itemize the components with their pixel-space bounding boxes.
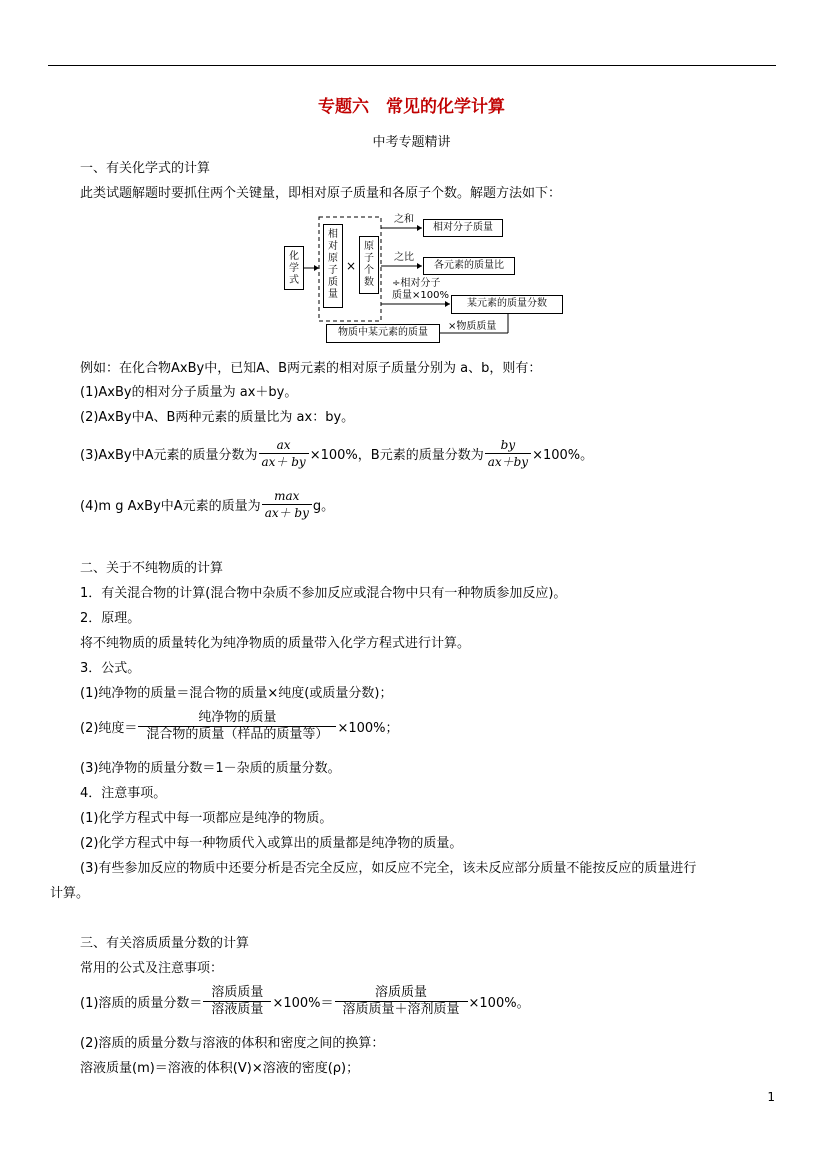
example-text: 例如：在化合物AxBy中，已知A、B两元素的相对原子质量分别为 a、b，则有： <box>80 361 542 376</box>
item-3-text-c: ×100%。 <box>532 448 594 463</box>
item-4-text-a: (4)m g AxBy中A元素的质量为 <box>80 499 261 514</box>
section2-p11a: (3)有些参加反应的物质中还要分析是否完全反应，如反应不完全，该未反应部分质量不能按反应的质量进行 <box>80 861 697 876</box>
section2-p11b: 计算。 <box>50 886 90 901</box>
fraction-denominator: ax＋by <box>485 453 531 469</box>
item-3 <box>80 438 593 469</box>
page-subtitle: 中考专题精讲 <box>372 135 451 150</box>
header-rule <box>48 65 776 66</box>
section2-p1: 1．有关混合物的计算(混合物中杂质不参加反应或混合物中只有一种物质参加反应)。 <box>80 586 567 601</box>
solute-text-a: (1)溶质的质量分数＝ <box>80 996 203 1011</box>
fraction-a-mass <box>259 438 309 469</box>
box-atom-count <box>359 236 379 294</box>
section2-heading: 二、关于不纯物质的计算 <box>80 561 224 576</box>
fraction-denominator: ax＋ by <box>262 504 312 520</box>
fraction-purity <box>138 711 336 742</box>
fraction-numerator: max <box>274 489 300 503</box>
label-sum: 之和 <box>394 214 414 225</box>
solute-text-c: ×100%。 <box>468 996 530 1011</box>
solute-text-b: ×100%＝ <box>272 996 334 1011</box>
section1-heading: 一、有关化学式的计算 <box>80 161 211 176</box>
page-number: 1 <box>767 1090 775 1104</box>
section2-p9: (1)化学方程式中每一项都应是纯净的物质。 <box>80 811 333 826</box>
box-element-mass: 物质中某元素的质量 <box>326 324 440 343</box>
section2-p8: 4．注意事项。 <box>80 786 167 801</box>
fraction-denominator: ax＋ by <box>259 453 309 469</box>
section2-p3: 将不纯物质的质量转化为纯净物质的质量带入化学方程式进行计算。 <box>80 636 471 651</box>
section3-heading: 三、有关溶质质量分数的计算 <box>80 936 250 951</box>
fraction-numerator: 纯净物的质量 <box>198 710 277 725</box>
item-2: (2)AxBy中A、B两种元素的质量比为 ax：by。 <box>80 410 355 425</box>
section3-p3: (2)溶质的质量分数与溶液的体积和密度之间的换算： <box>80 1036 385 1051</box>
item-4 <box>80 489 334 520</box>
section2-p2: 2．原理。 <box>80 611 141 626</box>
section2-p4: 3．公式。 <box>80 661 141 676</box>
fraction-numerator: 溶质质量 <box>211 985 264 1000</box>
section2-p5: (1)纯净物的质量＝混合物的质量×纯度(或质量分数)； <box>80 686 393 701</box>
solute-fraction-formula <box>80 986 530 1017</box>
fraction-denominator: 溶质质量＋溶剂质量 <box>335 1001 468 1017</box>
section2-p10: (2)化学方程式中每一种物质代入或算出的质量都是纯净物的质量。 <box>80 836 463 851</box>
fraction-solute-1 <box>203 986 271 1017</box>
page-title: 专题六 常见的化学计算 <box>318 97 505 117</box>
calculation-diagram <box>282 212 572 352</box>
item-4-text-b: g。 <box>312 499 335 514</box>
box-element-ratio: 各元素的质量比 <box>423 257 515 275</box>
item-3-text-b: ×100%，B元素的质量分数为 <box>309 448 484 463</box>
section2-p7: (3)纯净物的质量分数＝1－杂质的质量分数。 <box>80 761 341 776</box>
fraction-denominator: 混合物的质量（样品的质量等） <box>138 726 336 742</box>
purity-text-b: ×100%； <box>337 721 399 736</box>
section3-p4: 溶液质量(m)＝溶液的体积(V)×溶液的密度(ρ)； <box>80 1061 360 1076</box>
box-atom-count-label: 原子个数 <box>364 241 374 288</box>
purity-text-a: (2)纯度＝ <box>80 721 138 736</box>
item-1: (1)AxBy的相对分子质量为 ax＋by。 <box>80 385 298 400</box>
fraction-element-mass <box>262 489 312 520</box>
box-mass-fraction: 某元素的质量分数 <box>451 295 563 314</box>
label-times-mass: ×物质质量 <box>448 321 497 332</box>
section1-intro: 此类试题解题时要抓住两个关键量，即相对原子质量和各原子个数。解题方法如下： <box>80 186 562 201</box>
fraction-denominator: 溶液质量 <box>203 1001 271 1017</box>
box-chemical-formula-label: 化学式 <box>289 251 299 286</box>
fraction-numerator: ax <box>276 438 291 452</box>
fraction-solute-2 <box>335 986 468 1017</box>
label-divide-2: 质量×100% <box>392 290 449 301</box>
fraction-b-mass <box>485 438 531 469</box>
box-chemical-formula <box>284 246 304 290</box>
label-divide-1: ÷相对分子 <box>392 278 441 289</box>
section3-p1: 常用的公式及注意事项： <box>80 961 224 976</box>
box-atomic-mass <box>323 224 343 308</box>
box-atomic-mass-label: 相对原子质量 <box>328 229 338 300</box>
label-ratio: 之比 <box>394 252 414 263</box>
box-molecular-mass: 相对分子质量 <box>423 219 503 237</box>
fraction-numerator: 溶质质量 <box>375 985 428 1000</box>
item-3-text-a: (3)AxBy中A元素的质量分数为 <box>80 448 258 463</box>
times-sign: × <box>346 259 357 273</box>
fraction-numerator: by <box>500 438 516 452</box>
purity-formula <box>80 711 399 742</box>
